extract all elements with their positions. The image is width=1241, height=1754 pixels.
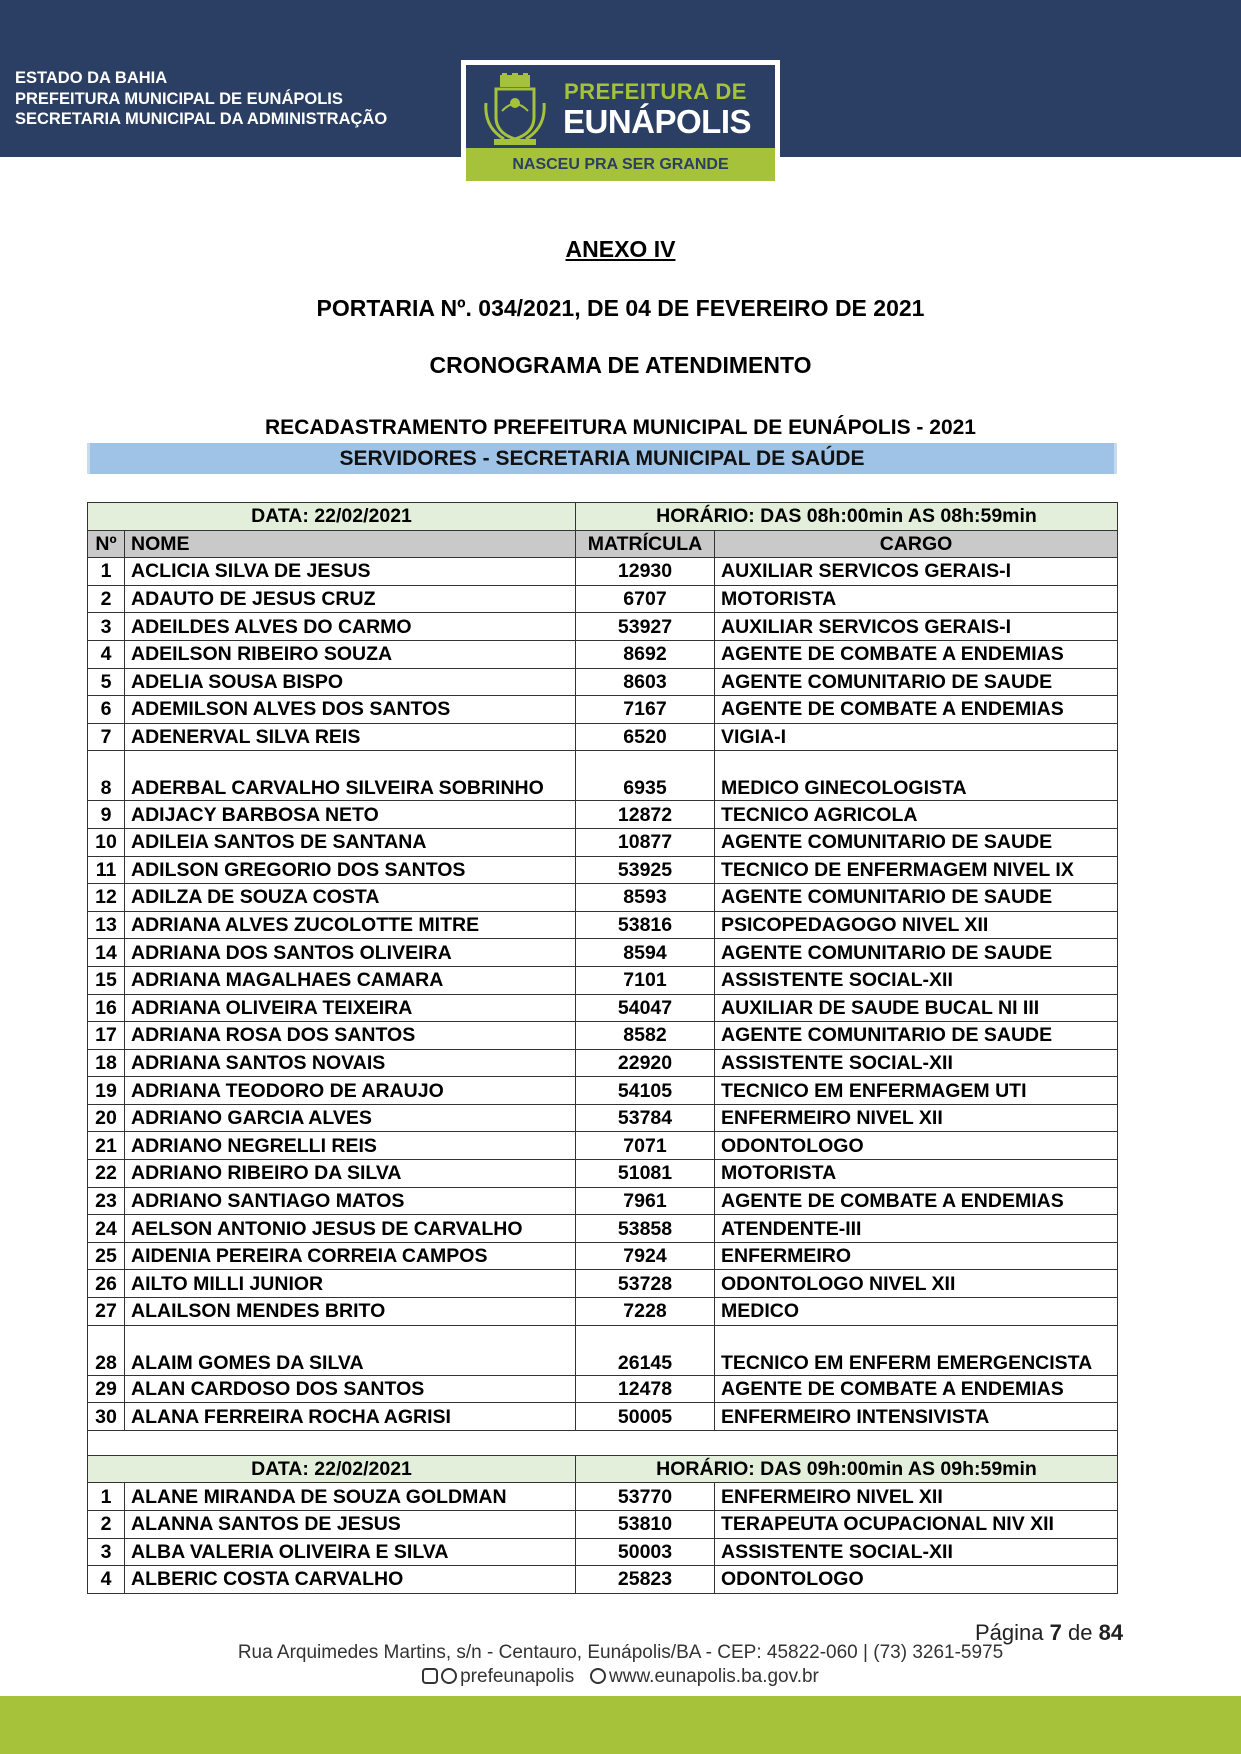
row-cargo: ASSISTENTE SOCIAL-XII (715, 1538, 1118, 1566)
table-row (88, 856, 1118, 884)
row-matricula: 6707 (576, 585, 715, 613)
row-nome: ADRIANA OLIVEIRA TEIXEIRA (125, 994, 576, 1022)
row-nome: AILTO MILLI JUNIOR (125, 1270, 576, 1298)
row-number: 5 (88, 668, 125, 696)
row-cargo: AGENTE DE COMBATE A ENDEMIAS (715, 1375, 1118, 1403)
block2-date: DATA: 22/02/2021 (88, 1455, 576, 1483)
row-nome: ADERBAL CARVALHO SILVEIRA SOBRINHO (125, 751, 576, 801)
row-matricula: 6520 (576, 723, 715, 751)
logo-title-line1: PREFEITURA DE (564, 79, 747, 104)
row-number: 4 (88, 640, 125, 668)
row-nome: AELSON ANTONIO JESUS DE CARVALHO (125, 1215, 576, 1243)
table-row (88, 1242, 1118, 1270)
row-cargo: MOTORISTA (715, 585, 1118, 613)
row-nome: ADEMILSON ALVES DOS SANTOS (125, 696, 576, 724)
table-row (88, 1104, 1118, 1132)
row-number: 1 (88, 558, 125, 586)
social-handle: prefeunapolis (460, 1666, 575, 1687)
header-text (15, 68, 387, 130)
row-cargo: TERAPEUTA OCUPACIONAL NIV XII (715, 1511, 1118, 1539)
row-nome: ALANA FERREIRA ROCHA AGRISI (125, 1403, 576, 1431)
table-row (88, 1160, 1118, 1188)
row-number: 17 (88, 1022, 125, 1050)
row-cargo: ODONTOLOGO (715, 1566, 1118, 1594)
row-matricula: 54105 (576, 1077, 715, 1105)
row-cargo: TECNICO AGRICOLA (715, 801, 1118, 829)
table-row (88, 911, 1118, 939)
row-cargo: AGENTE DE COMBATE A ENDEMIAS (715, 640, 1118, 668)
row-number: 2 (88, 1511, 125, 1539)
row-nome: ALAN CARDOSO DOS SANTOS (125, 1375, 576, 1403)
table-row (88, 1022, 1118, 1050)
row-cargo: ATENDENTE-III (715, 1215, 1118, 1243)
table-row (88, 1538, 1118, 1566)
block-spacer-row (88, 1430, 1118, 1455)
page-sep: de (1068, 1620, 1093, 1645)
row-cargo: ENFERMEIRO (715, 1242, 1118, 1270)
row-number: 28 (88, 1325, 125, 1375)
row-nome: AIDENIA PEREIRA CORREIA CAMPOS (125, 1242, 576, 1270)
row-nome: ADILSON GREGORIO DOS SANTOS (125, 856, 576, 884)
row-matricula: 53770 (576, 1483, 715, 1511)
page-current: 7 (1049, 1620, 1062, 1645)
table-row (88, 1187, 1118, 1215)
row-matricula: 53728 (576, 1270, 715, 1298)
table-row (88, 828, 1118, 856)
row-cargo: VIGIA-I (715, 723, 1118, 751)
table-row (88, 668, 1118, 696)
row-cargo: TECNICO EM ENFERMAGEM UTI (715, 1077, 1118, 1105)
row-nome: ADRIANA DOS SANTOS OLIVEIRA (125, 939, 576, 967)
table-row (88, 884, 1118, 912)
table-row (88, 1270, 1118, 1298)
table-row (88, 966, 1118, 994)
row-matricula: 7924 (576, 1242, 715, 1270)
table-row (88, 1566, 1118, 1594)
portaria-title: PORTARIA Nº. 034/2021, DE 04 DE FEVEREIRO DE 2021 (316, 295, 925, 321)
col-header-nome: NOME (125, 530, 576, 558)
row-nome: ADRIANA ROSA DOS SANTOS (125, 1022, 576, 1050)
table-row (88, 1298, 1118, 1326)
row-number: 26 (88, 1270, 125, 1298)
row-number: 14 (88, 939, 125, 967)
row-cargo: ODONTOLOGO NIVEL XII (715, 1270, 1118, 1298)
table-row (88, 994, 1118, 1022)
row-cargo: ENFERMEIRO INTENSIVISTA (715, 1403, 1118, 1431)
table-row (88, 558, 1118, 586)
row-cargo: ASSISTENTE SOCIAL-XII (715, 966, 1118, 994)
row-cargo: AGENTE DE COMBATE A ENDEMIAS (715, 1187, 1118, 1215)
page-total: 84 (1098, 1620, 1124, 1645)
table-row (88, 1077, 1118, 1105)
table-row (88, 640, 1118, 668)
row-cargo: AGENTE COMUNITARIO DE SAUDE (715, 939, 1118, 967)
row-matricula: 12930 (576, 558, 715, 586)
row-matricula: 7228 (576, 1298, 715, 1326)
row-cargo: TECNICO DE ENFERMAGEM NIVEL IX (715, 856, 1118, 884)
table-row (88, 1049, 1118, 1077)
row-nome: ALAIM GOMES DA SILVA (125, 1325, 576, 1375)
row-nome: ADAUTO DE JESUS CRUZ (125, 585, 576, 613)
row-nome: ADRIANO GARCIA ALVES (125, 1104, 576, 1132)
footer-social (0, 1666, 1241, 1688)
col-header-matricula: MATRÍCULA (576, 530, 715, 558)
table-row (88, 613, 1118, 641)
row-matricula: 7071 (576, 1132, 715, 1160)
block2-date-row (88, 1455, 1118, 1483)
row-number: 6 (88, 696, 125, 724)
table-row (88, 801, 1118, 829)
table-row (88, 1403, 1118, 1431)
row-nome: ADRIANO NEGRELLI REIS (125, 1132, 576, 1160)
row-number: 3 (88, 1538, 125, 1566)
row-number: 3 (88, 613, 125, 641)
row-matricula: 25823 (576, 1566, 715, 1594)
table-header-row (88, 530, 1118, 558)
row-nome: ADRIANO RIBEIRO DA SILVA (125, 1160, 576, 1188)
website: www.eunapolis.ba.gov.br (609, 1666, 819, 1687)
instagram-icon (422, 1668, 438, 1684)
row-number: 27 (88, 1298, 125, 1326)
row-cargo: MEDICO (715, 1298, 1118, 1326)
row-matricula: 12478 (576, 1375, 715, 1403)
row-matricula: 53816 (576, 911, 715, 939)
row-matricula: 12872 (576, 801, 715, 829)
row-matricula: 8594 (576, 939, 715, 967)
row-number: 29 (88, 1375, 125, 1403)
table-row (88, 751, 1118, 801)
block1-horario: HORÁRIO: DAS 08h:00min AS 08h:59min (576, 503, 1118, 531)
row-number: 9 (88, 801, 125, 829)
row-nome: ALANNA SANTOS DE JESUS (125, 1511, 576, 1539)
row-matricula: 10877 (576, 828, 715, 856)
col-header-n: Nº (88, 530, 125, 558)
table-row (88, 585, 1118, 613)
row-nome: ADRIANO SANTIAGO MATOS (125, 1187, 576, 1215)
header-line-state: ESTADO DA BAHIA (15, 69, 168, 87)
row-number: 1 (88, 1483, 125, 1511)
table-row (88, 1375, 1118, 1403)
row-number: 23 (88, 1187, 125, 1215)
row-number: 30 (88, 1403, 125, 1431)
row-number: 2 (88, 585, 125, 613)
servidores-band: SERVIDORES - SECRETARIA MUNICIPAL DE SAÚDE (87, 443, 1117, 474)
row-matricula: 53858 (576, 1215, 715, 1243)
footer-band (0, 1696, 1241, 1754)
header-line-secretaria: SECRETARIA MUNICIPAL DA ADMINISTRAÇÃO (15, 110, 388, 128)
row-cargo: TECNICO EM ENFERM EMERGENCISTA (715, 1325, 1118, 1375)
table-row (88, 939, 1118, 967)
row-number: 13 (88, 911, 125, 939)
row-nome: ADIJACY BARBOSA NETO (125, 801, 576, 829)
block1-date: DATA: 22/02/2021 (88, 503, 576, 531)
row-nome: ACLICIA SILVA DE JESUS (125, 558, 576, 586)
row-number: 20 (88, 1104, 125, 1132)
row-nome: ALANE MIRANDA DE SOUZA GOLDMAN (125, 1483, 576, 1511)
schedule-table (87, 502, 1118, 1594)
table-row (88, 1511, 1118, 1539)
row-matricula: 53927 (576, 613, 715, 641)
row-cargo: ENFERMEIRO NIVEL XII (715, 1483, 1118, 1511)
row-cargo: MEDICO GINECOLOGISTA (715, 751, 1118, 801)
table-row (88, 696, 1118, 724)
row-number: 19 (88, 1077, 125, 1105)
row-nome: ADILEIA SANTOS DE SANTANA (125, 828, 576, 856)
page-label: Página (975, 1620, 1044, 1645)
row-cargo: ASSISTENTE SOCIAL-XII (715, 1049, 1118, 1077)
row-nome: ADELIA SOUSA BISPO (125, 668, 576, 696)
row-number: 4 (88, 1566, 125, 1594)
table-row (88, 723, 1118, 751)
row-cargo: AUXILIAR SERVICOS GERAIS-I (715, 613, 1118, 641)
row-number: 7 (88, 723, 125, 751)
row-cargo: ODONTOLOGO (715, 1132, 1118, 1160)
row-matricula: 50003 (576, 1538, 715, 1566)
coat-of-arms-icon (482, 73, 548, 147)
row-matricula: 53925 (576, 856, 715, 884)
row-matricula: 26145 (576, 1325, 715, 1375)
table-row (88, 1325, 1118, 1375)
row-number: 22 (88, 1160, 125, 1188)
row-number: 12 (88, 884, 125, 912)
row-nome: ADEILSON RIBEIRO SOUZA (125, 640, 576, 668)
row-matricula: 53810 (576, 1511, 715, 1539)
row-matricula: 22920 (576, 1049, 715, 1077)
row-cargo: ENFERMEIRO NIVEL XII (715, 1104, 1118, 1132)
row-matricula: 8603 (576, 668, 715, 696)
row-number: 15 (88, 966, 125, 994)
row-cargo: MOTORISTA (715, 1160, 1118, 1188)
table-row (88, 1132, 1118, 1160)
row-number: 25 (88, 1242, 125, 1270)
row-number: 21 (88, 1132, 125, 1160)
row-cargo: AUXILIAR SERVICOS GERAIS-I (715, 558, 1118, 586)
row-nome: ALBA VALERIA OLIVEIRA E SILVA (125, 1538, 576, 1566)
anexo-title: ANEXO IV (565, 236, 676, 262)
row-matricula: 54047 (576, 994, 715, 1022)
header-line-prefeitura: PREFEITURA MUNICIPAL DE EUNÁPOLIS (15, 89, 343, 108)
row-number: 18 (88, 1049, 125, 1077)
row-matricula: 6935 (576, 751, 715, 801)
table-row (88, 1483, 1118, 1511)
col-header-cargo: CARGO (715, 530, 1118, 558)
row-cargo: PSICOPEDAGOGO NIVEL XII (715, 911, 1118, 939)
row-nome: ADILZA DE SOUZA COSTA (125, 884, 576, 912)
block1-date-row (88, 503, 1118, 531)
row-number: 10 (88, 828, 125, 856)
row-number: 8 (88, 751, 125, 801)
row-nome: ADRIANA TEODORO DE ARAUJO (125, 1077, 576, 1105)
footer-address: Rua Arquimedes Martins, s/n - Centauro, Eunápolis/BA - CEP: 45822-060 | (73) 3261-5975 (237, 1642, 1004, 1663)
globe-icon (590, 1668, 606, 1684)
block2-horario: HORÁRIO: DAS 09h:00min AS 09h:59min (576, 1455, 1118, 1483)
row-matricula: 53784 (576, 1104, 715, 1132)
row-matricula: 7961 (576, 1187, 715, 1215)
row-nome: ADRIANA MAGALHAES CAMARA (125, 966, 576, 994)
facebook-icon (441, 1668, 457, 1684)
row-matricula: 8582 (576, 1022, 715, 1050)
logo-slogan: NASCEU PRA SER GRANDE (466, 148, 775, 181)
row-matricula: 8692 (576, 640, 715, 668)
row-nome: ADEILDES ALVES DO CARMO (125, 613, 576, 641)
row-matricula: 8593 (576, 884, 715, 912)
row-matricula: 50005 (576, 1403, 715, 1431)
prefeitura-logo (461, 60, 780, 192)
cronograma-title: CRONOGRAMA DE ATENDIMENTO (429, 352, 812, 378)
recadastramento-title: RECADASTRAMENTO PREFEITURA MUNICIPAL DE EUNÁPOLIS - 2021 (265, 416, 976, 439)
row-nome: ADRIANA ALVES ZUCOLOTTE MITRE (125, 911, 576, 939)
row-cargo: AUXILIAR DE SAUDE BUCAL NI III (715, 994, 1118, 1022)
row-cargo: AGENTE COMUNITARIO DE SAUDE (715, 1022, 1118, 1050)
row-cargo: AGENTE DE COMBATE A ENDEMIAS (715, 696, 1118, 724)
row-matricula: 7101 (576, 966, 715, 994)
row-matricula: 7167 (576, 696, 715, 724)
logo-title-line2: EUNÁPOLIS (563, 103, 752, 140)
row-number: 11 (88, 856, 125, 884)
row-nome: ALBERIC COSTA CARVALHO (125, 1566, 576, 1594)
table-row (88, 1215, 1118, 1243)
row-cargo: AGENTE COMUNITARIO DE SAUDE (715, 828, 1118, 856)
row-cargo: AGENTE COMUNITARIO DE SAUDE (715, 668, 1118, 696)
row-nome: ADENERVAL SILVA REIS (125, 723, 576, 751)
row-number: 24 (88, 1215, 125, 1243)
row-nome: ADRIANA SANTOS NOVAIS (125, 1049, 576, 1077)
row-nome: ALAILSON MENDES BRITO (125, 1298, 576, 1326)
row-cargo: AGENTE COMUNITARIO DE SAUDE (715, 884, 1118, 912)
row-number: 16 (88, 994, 125, 1022)
row-matricula: 51081 (576, 1160, 715, 1188)
